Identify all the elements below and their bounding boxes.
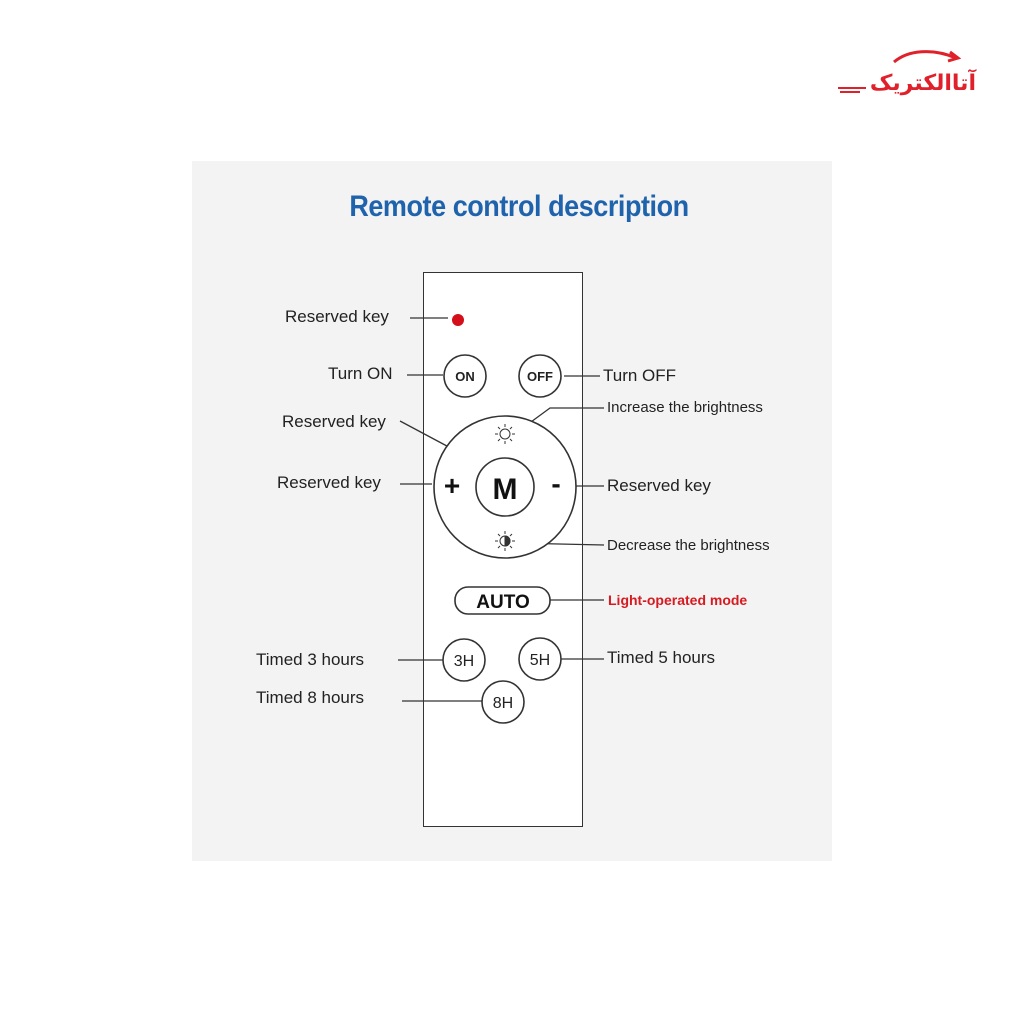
label-increase-brightness: Increase the brightness xyxy=(607,399,763,416)
label-turn-on: Turn ON xyxy=(328,364,393,383)
auto-button-label: AUTO xyxy=(476,592,530,613)
label-reserved-m: Reserved key xyxy=(282,412,386,431)
sun-half-icon[interactable] xyxy=(495,531,515,551)
off-button-label: OFF xyxy=(527,369,553,384)
auto-button[interactable] xyxy=(455,587,550,614)
label-reserved-minus: Reserved key xyxy=(607,476,711,495)
timer-8h-button[interactable] xyxy=(482,681,524,723)
timer-3h-label: 3H xyxy=(453,653,475,670)
logo-text: آتاالکتریک xyxy=(869,71,976,96)
label-turn-off: Turn OFF xyxy=(603,366,677,385)
off-button[interactable] xyxy=(519,355,561,397)
label-reserved-top: Reserved key xyxy=(285,307,389,326)
mode-button[interactable]: M xyxy=(492,473,518,506)
label-timed-5h: Timed 5 hours xyxy=(607,648,716,667)
timer-5h-button[interactable] xyxy=(519,638,561,680)
on-button[interactable] xyxy=(444,355,486,397)
minus-button[interactable]: - xyxy=(551,468,561,499)
timer-3h-button[interactable] xyxy=(443,639,485,681)
label-light-operated-mode: Light-operated mode xyxy=(608,592,748,608)
label-timed-8h: Timed 8 hours xyxy=(256,688,365,707)
label-timed-3h: Timed 3 hours xyxy=(256,650,365,669)
diagram-title: Remote control description xyxy=(349,190,689,223)
timer-5h-label: 5H xyxy=(529,652,551,669)
plus-button[interactable]: + xyxy=(443,470,461,501)
timer-8h-label: 8H xyxy=(492,695,514,712)
on-button-label: ON xyxy=(455,369,475,384)
label-reserved-plus: Reserved key xyxy=(277,473,381,492)
red-dot-icon xyxy=(452,314,464,326)
label-decrease-brightness: Decrease the brightness xyxy=(607,537,770,554)
